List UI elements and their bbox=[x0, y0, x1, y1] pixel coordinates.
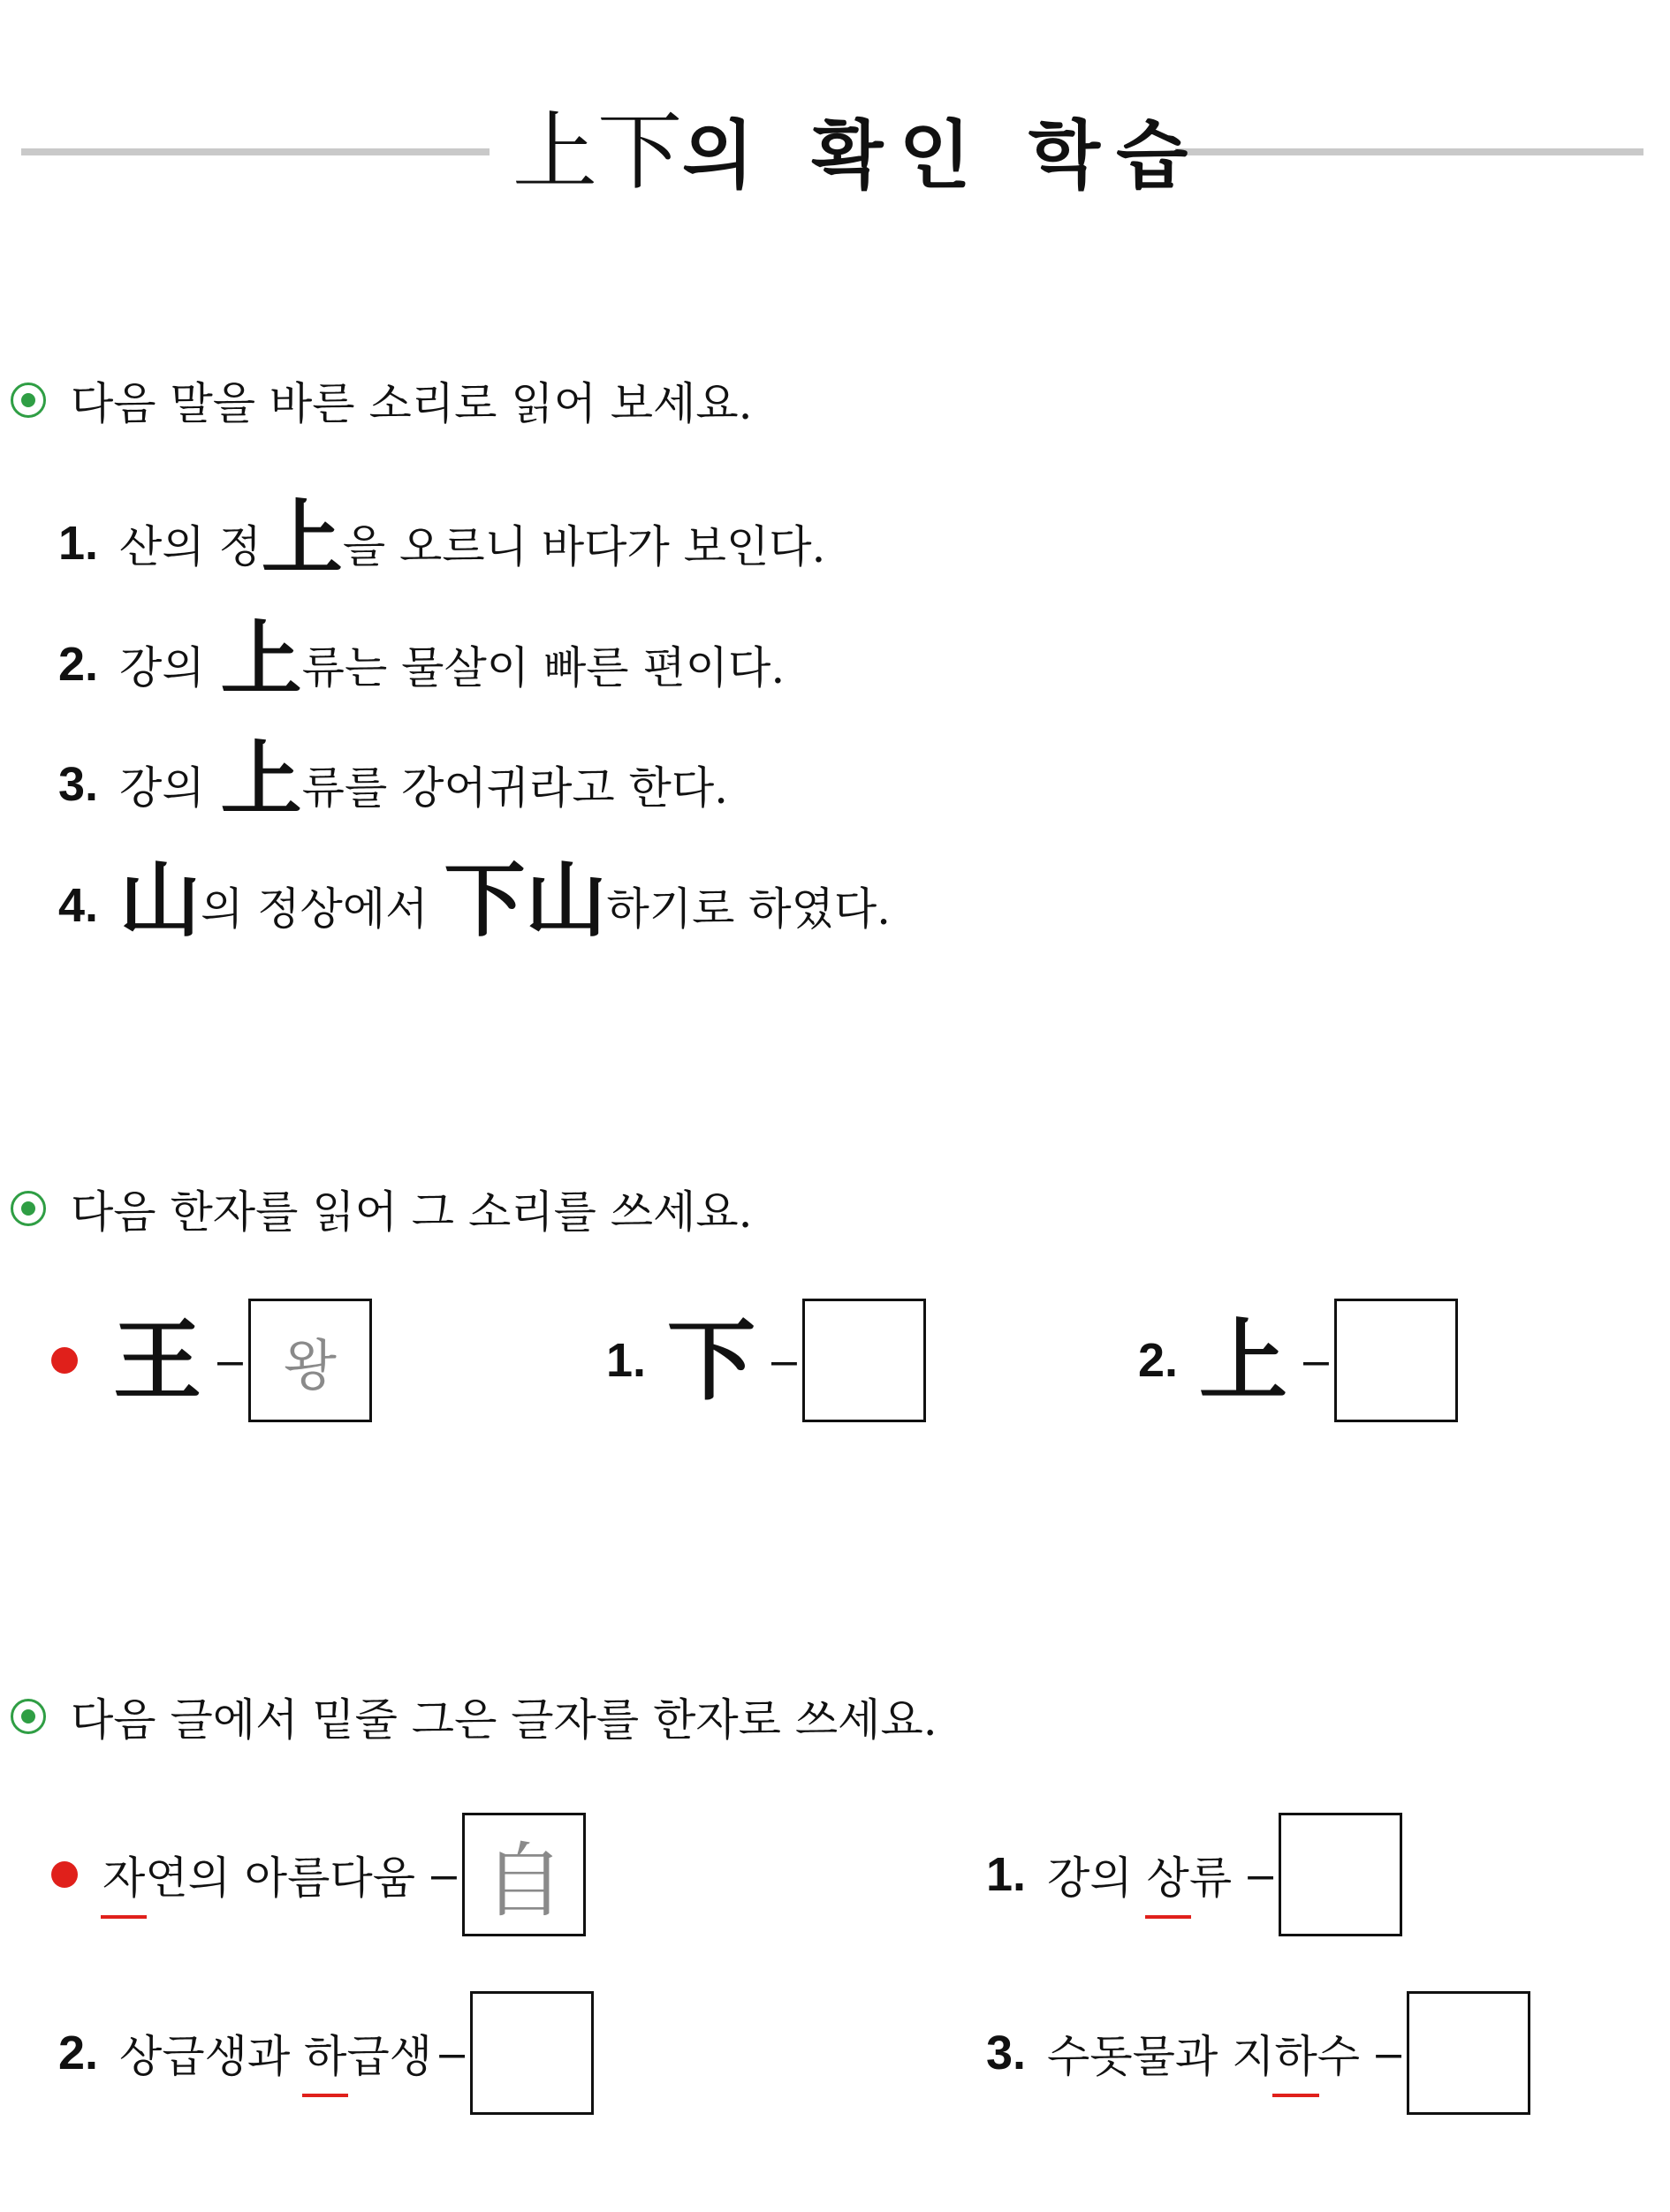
example-answer-box: 自 bbox=[462, 1813, 586, 1936]
section1-heading-text: 다음 말을 바른 소리로 읽어 보세요. bbox=[71, 378, 753, 429]
target-bullet-icon bbox=[11, 1191, 46, 1226]
section3-heading bbox=[11, 1686, 937, 1747]
sentence-hanja: 山 bbox=[119, 852, 201, 948]
answer-box[interactable] bbox=[1407, 1991, 1530, 2115]
dash: – bbox=[439, 2027, 465, 2079]
underlined-char: 자 bbox=[102, 1843, 145, 1906]
section2-heading bbox=[11, 1178, 753, 1239]
sentence-hanja: 上 bbox=[220, 731, 302, 827]
title-rule-right bbox=[1175, 148, 1643, 155]
example-item bbox=[51, 1811, 586, 1938]
sentence-number: 3. bbox=[58, 758, 99, 811]
section3-heading-text: 다음 글에서 밑줄 그은 글자를 한자로 쓰세요. bbox=[71, 1694, 937, 1746]
item-number: 1. bbox=[606, 1334, 647, 1387]
sentence-hanja: 上 bbox=[220, 611, 302, 707]
phrase-text: 류 bbox=[1188, 1852, 1233, 1904]
item-hanja: 下 bbox=[667, 1308, 756, 1413]
sentence-text: 을 오르니 바다가 보인다. bbox=[342, 521, 826, 572]
sentence-text: 하기로 하였다. bbox=[606, 883, 892, 935]
sentence-text: 의 정상에서 bbox=[201, 883, 429, 935]
title-text: 의 확인 학습 bbox=[682, 112, 1204, 199]
target-bullet-icon bbox=[11, 1699, 46, 1734]
phrase-text: 수돗물과 지 bbox=[1047, 2031, 1275, 2082]
sentence-hanja: 下山 bbox=[444, 852, 607, 948]
sentence-hanja: 上 bbox=[261, 490, 343, 586]
answer-box[interactable] bbox=[470, 1991, 594, 2115]
sentence-1 bbox=[58, 490, 826, 587]
sentence-text: 류는 물살이 빠른 편이다. bbox=[301, 642, 786, 693]
item-number: 1. bbox=[986, 1848, 1027, 1901]
sentence-number: 4. bbox=[58, 879, 99, 932]
sentence-3 bbox=[58, 731, 729, 829]
sentence-text: 류를 강어귀라고 한다. bbox=[301, 762, 729, 814]
underlined-char: 상 bbox=[1147, 1843, 1189, 1906]
reading-item-2 bbox=[1138, 1297, 1458, 1424]
example-hanja: 王 bbox=[113, 1308, 201, 1413]
answer-box[interactable] bbox=[802, 1299, 926, 1422]
page-title bbox=[512, 99, 1204, 205]
example-bullet-icon bbox=[51, 1347, 78, 1374]
title-hanja: 上下 bbox=[512, 102, 682, 201]
sentence-text: 산의 정 bbox=[119, 521, 262, 572]
section1-heading bbox=[11, 369, 753, 431]
sentence-number: 2. bbox=[58, 638, 99, 691]
sentence-number: 1. bbox=[58, 517, 99, 570]
item-number: 2. bbox=[1138, 1334, 1179, 1387]
sentence-2 bbox=[58, 611, 786, 708]
writing-item-2 bbox=[58, 1989, 594, 2117]
sentence-text: 강의 bbox=[119, 762, 205, 814]
target-bullet-icon bbox=[11, 383, 46, 418]
phrase-text: 수 bbox=[1317, 2031, 1361, 2082]
example-item bbox=[51, 1297, 372, 1424]
example-bullet-icon bbox=[51, 1861, 78, 1888]
writing-item-3 bbox=[986, 1989, 1530, 2117]
dash: – bbox=[1303, 1335, 1329, 1386]
underlined-char: 하 bbox=[1274, 2021, 1317, 2085]
sentence-4 bbox=[58, 852, 892, 950]
dash: – bbox=[217, 1335, 243, 1386]
section2-heading-text: 다음 한자를 읽어 그 소리를 쓰세요. bbox=[71, 1186, 753, 1238]
phrase-text: 강의 bbox=[1047, 1852, 1147, 1904]
answer-box[interactable] bbox=[1334, 1299, 1458, 1422]
item-hanja: 上 bbox=[1199, 1308, 1288, 1413]
item-number: 2. bbox=[58, 2026, 99, 2079]
writing-item-1 bbox=[986, 1811, 1402, 1938]
example-answer-box: 왕 bbox=[248, 1299, 372, 1422]
sentence-text: 강의 bbox=[119, 642, 205, 693]
phrase-text: 연의 아름다움 bbox=[145, 1852, 416, 1904]
title-rule-left bbox=[21, 148, 490, 155]
item-number: 3. bbox=[986, 2026, 1027, 2079]
dash: – bbox=[1248, 1849, 1274, 1900]
dash: – bbox=[431, 1849, 457, 1900]
answer-box[interactable] bbox=[1279, 1813, 1402, 1936]
reading-item-1 bbox=[606, 1297, 926, 1424]
dash: – bbox=[1376, 2027, 1401, 2079]
phrase-text: 급생 bbox=[346, 2031, 433, 2082]
underlined-char: 하 bbox=[304, 2021, 346, 2085]
phrase-text: 상급생과 bbox=[119, 2031, 305, 2082]
dash: – bbox=[771, 1335, 797, 1386]
